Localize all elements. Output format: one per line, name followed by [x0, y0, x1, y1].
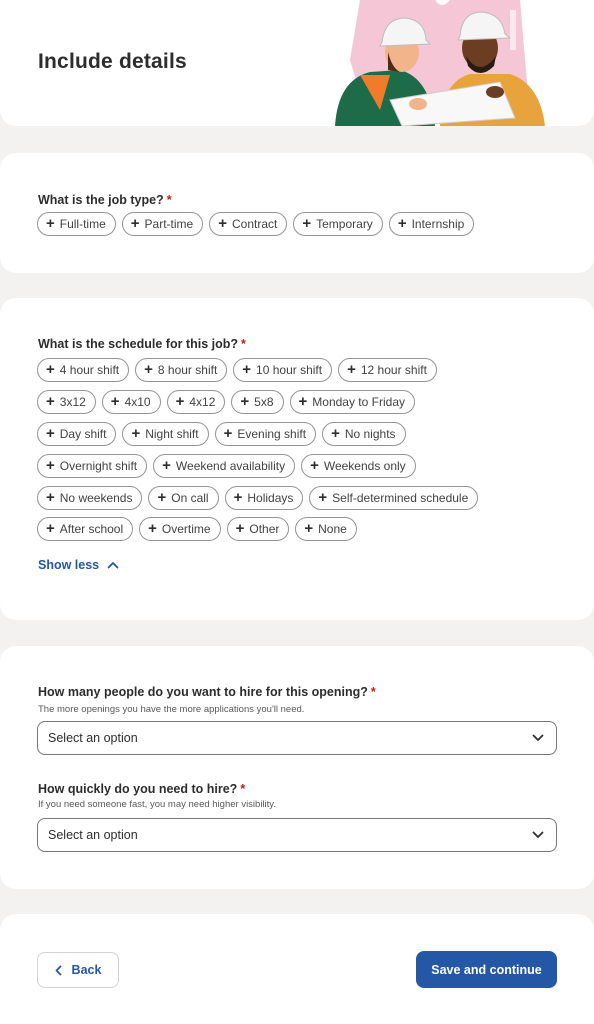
chip-4-hour-shift[interactable]: [37, 358, 129, 382]
select-value: Select an option: [48, 731, 138, 745]
chip-day-shift[interactable]: [37, 422, 116, 446]
schedule-chip-row: [37, 454, 416, 478]
plus-icon: +: [242, 361, 252, 378]
chip-overnight-shift[interactable]: [37, 454, 147, 478]
job-type-question-text: What is the job type?: [38, 193, 164, 207]
show-less-link[interactable]: [38, 558, 119, 572]
job-type-question: [38, 193, 172, 207]
plus-icon: +: [157, 489, 167, 506]
plus-icon: +: [110, 393, 120, 410]
plus-icon: +: [331, 425, 340, 442]
back-button-label: Back: [71, 963, 102, 977]
chip-label: No nights: [344, 427, 396, 441]
chip-8-hour-shift[interactable]: [135, 358, 227, 382]
chip-label: After school: [59, 522, 124, 536]
plus-icon: +: [233, 489, 243, 506]
chip-after-school[interactable]: [37, 517, 133, 541]
plus-icon: +: [131, 425, 141, 442]
plus-icon: +: [46, 520, 55, 537]
save-and-continue-button[interactable]: Save and continue: [416, 951, 557, 988]
chip-label: Holidays: [247, 491, 294, 505]
plus-icon: +: [130, 215, 140, 232]
plus-icon: +: [46, 361, 55, 378]
select-value: Select an option: [48, 828, 138, 842]
chip-night-shift[interactable]: [122, 422, 208, 446]
schedule-card: [0, 298, 594, 620]
plus-icon: +: [304, 520, 314, 537]
plus-icon: +: [223, 425, 233, 442]
schedule-chip-row: [37, 390, 415, 414]
chevron-up-icon: [107, 561, 119, 569]
plus-icon: +: [46, 215, 55, 232]
chip-label: 8 hour shift: [157, 363, 218, 377]
plus-icon: +: [175, 393, 185, 410]
chip-label: Weekend availability: [175, 459, 286, 473]
chip-label: Temporary: [316, 217, 373, 231]
chip-label: 4x12: [189, 395, 216, 409]
chip-4x12[interactable]: [167, 390, 226, 414]
plus-icon: +: [46, 457, 55, 474]
chip-no-nights[interactable]: [322, 422, 405, 446]
chip-label: Day shift: [59, 427, 107, 441]
chip-4x10[interactable]: [102, 390, 161, 414]
chevron-down-icon: [532, 831, 544, 839]
chip-3x12[interactable]: [37, 390, 96, 414]
chip-label: Internship: [411, 217, 465, 231]
schedule-chip-row: [37, 358, 437, 382]
chip-full-time[interactable]: [37, 212, 116, 236]
chevron-left-icon: [55, 965, 62, 976]
chip-10-hour-shift[interactable]: [233, 358, 332, 382]
chip-other[interactable]: [227, 517, 290, 541]
chip-label: Night shift: [145, 427, 199, 441]
speed-question: [38, 782, 245, 796]
page-title: Include details: [38, 50, 187, 73]
chip-part-time[interactable]: [122, 212, 203, 236]
people-count-select[interactable]: [37, 721, 557, 755]
schedule-question: [38, 337, 246, 351]
chip-evening-shift[interactable]: [215, 422, 316, 446]
chip-label: Weekends only: [323, 459, 406, 473]
hiring-card: [0, 646, 594, 889]
people-hint: The more openings you have the more applications you'll need.: [38, 704, 305, 715]
chip-label: Full-time: [59, 217, 106, 231]
schedule-chip-row: [37, 517, 357, 541]
required-mark: *: [166, 193, 172, 207]
chip-label: Evening shift: [237, 427, 307, 441]
chip-label: Monday to Friday: [312, 395, 405, 409]
chip-temporary[interactable]: [293, 212, 382, 236]
schedule-chip-row: [37, 422, 406, 446]
chip-weekends-only[interactable]: [301, 454, 416, 478]
chip-12-hour-shift[interactable]: [338, 358, 437, 382]
people-question-text: How many people do you want to hire for this opening?: [38, 685, 368, 699]
plus-icon: +: [310, 457, 319, 474]
speed-hint: If you need someone fast, you may need higher visibility.: [38, 799, 276, 810]
chip-label: 12 hour shift: [360, 363, 427, 377]
chip-label: 5x8: [254, 395, 274, 409]
plus-icon: +: [302, 215, 312, 232]
chip-label: 10 hour shift: [256, 363, 323, 377]
chip-contract[interactable]: [209, 212, 287, 236]
plus-icon: +: [397, 215, 407, 232]
chip-on-call[interactable]: [148, 486, 218, 510]
plus-icon: +: [46, 393, 55, 410]
required-mark: *: [370, 685, 376, 699]
job-type-card: [0, 153, 594, 273]
chip-label: Contract: [232, 217, 278, 231]
chip-overtime[interactable]: [139, 517, 220, 541]
hire-speed-select[interactable]: [37, 818, 557, 852]
chip-label: Overnight shift: [59, 459, 138, 473]
required-mark: *: [241, 337, 246, 351]
plus-icon: +: [218, 215, 227, 232]
plus-icon: +: [240, 393, 250, 410]
chevron-down-icon: [532, 734, 544, 742]
plus-icon: +: [235, 520, 245, 537]
show-less-label: Show less: [38, 558, 100, 572]
plus-icon: +: [148, 520, 157, 537]
header-card: [0, 0, 594, 126]
people-question: [38, 685, 376, 699]
footer-card: [0, 914, 594, 1024]
chip-label: Overtime: [161, 522, 211, 536]
chip-5x8[interactable]: [231, 390, 283, 414]
plus-icon: +: [298, 393, 308, 410]
plus-icon: +: [347, 361, 356, 378]
chip-label: 4x10: [124, 395, 151, 409]
plus-icon: +: [144, 361, 153, 378]
chip-label: 4 hour shift: [59, 363, 120, 377]
chip-holidays[interactable]: [225, 486, 304, 510]
schedule-chip-row: [37, 486, 478, 510]
chip-label: 3x12: [59, 395, 86, 409]
chip-self-determined-schedule[interactable]: [309, 486, 478, 510]
construction-workers-illustration: [330, 0, 560, 126]
plus-icon: +: [162, 457, 171, 474]
plus-icon: +: [46, 489, 55, 506]
chip-label: No weekends: [59, 491, 133, 505]
chip-weekend-availability[interactable]: [153, 454, 295, 478]
back-button[interactable]: [37, 952, 119, 988]
schedule-question-text: What is the schedule for this job?: [38, 337, 239, 351]
chip-no-weekends[interactable]: [37, 486, 142, 510]
chip-label: None: [318, 522, 347, 536]
chip-none[interactable]: [295, 517, 356, 541]
chip-label: Self-determined schedule: [332, 491, 469, 505]
chip-internship[interactable]: [389, 212, 474, 236]
required-mark: *: [240, 782, 246, 796]
plus-icon: +: [318, 489, 328, 506]
chip-label: Other: [249, 522, 280, 536]
chip-label: On call: [171, 491, 209, 505]
speed-question-text: How quickly do you need to hire?: [38, 782, 238, 796]
plus-icon: +: [46, 425, 55, 442]
job-type-chip-group: [37, 212, 474, 236]
chip-label: Part-time: [144, 217, 194, 231]
chip-monday-to-friday[interactable]: [290, 390, 415, 414]
